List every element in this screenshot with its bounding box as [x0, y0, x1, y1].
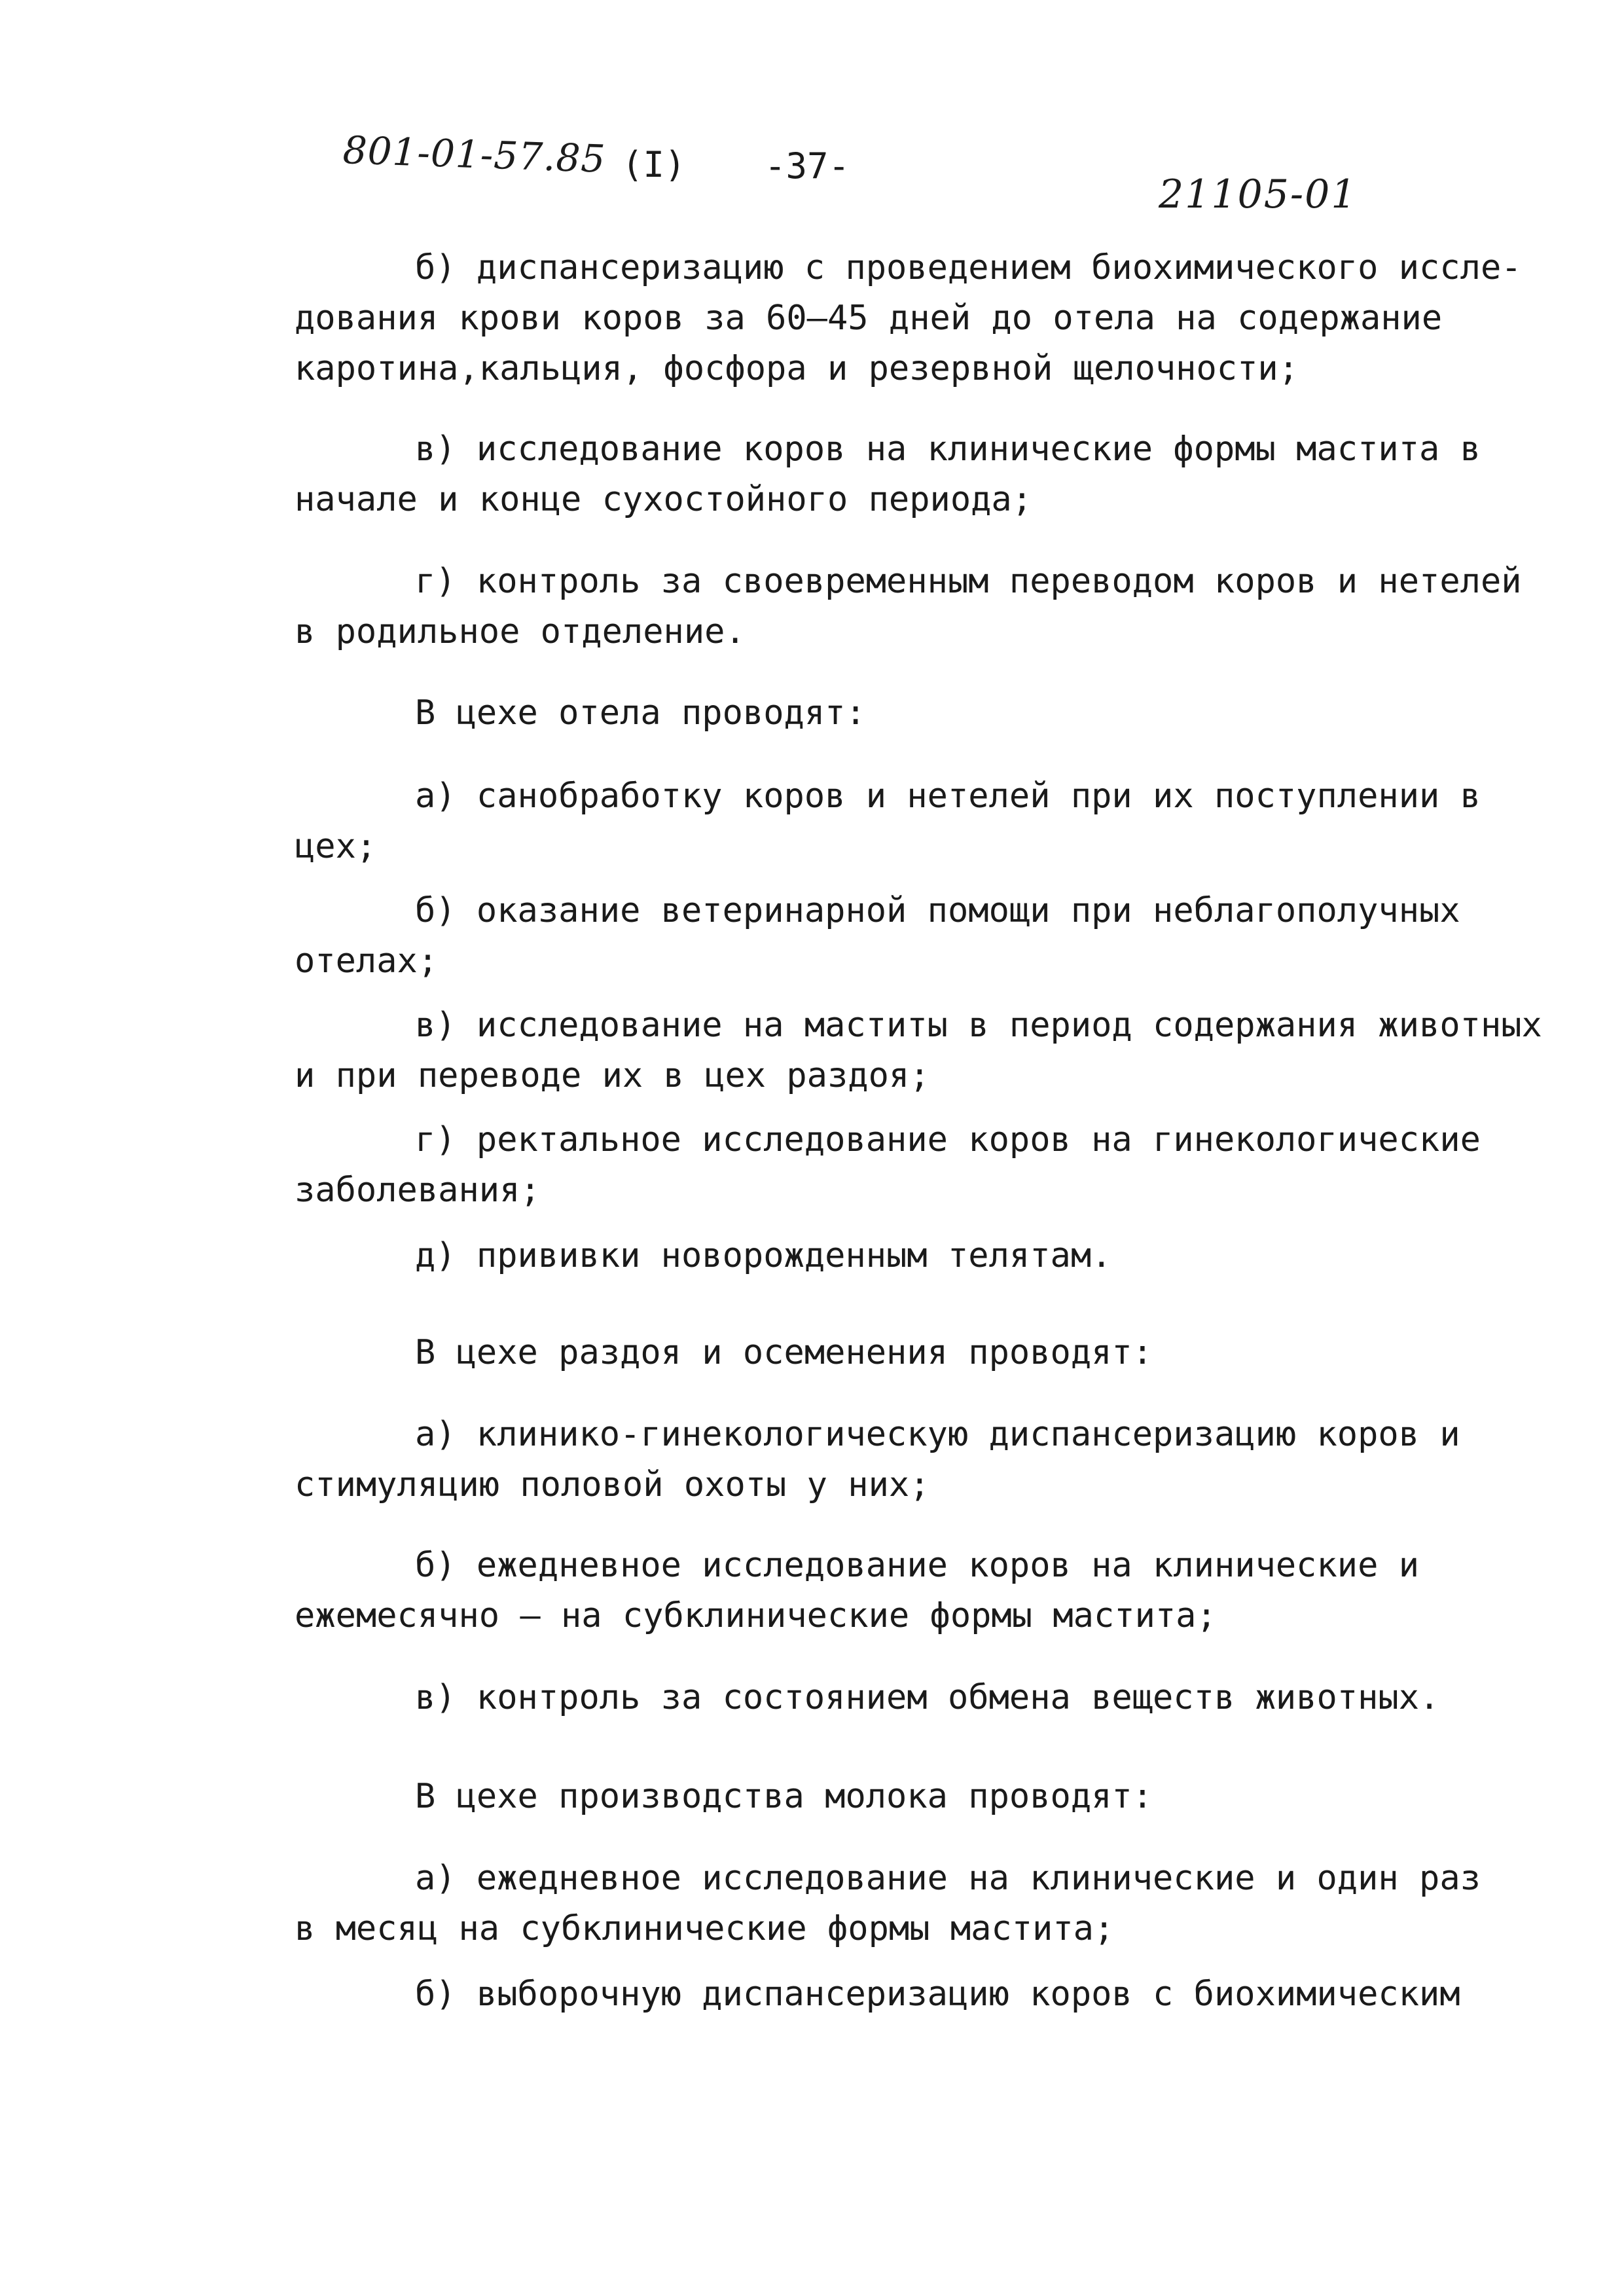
text-line: в родильное отделение. — [295, 612, 746, 651]
text-line: в месяц на субклинические формы мастита; — [295, 1909, 1115, 1948]
text-line: б) оказание ветеринарной помощи при неблагополучных — [415, 891, 1460, 930]
text-line: стимуляцию половой охоты у них; — [295, 1465, 930, 1504]
text-line: заболевания; — [295, 1171, 541, 1210]
text-line: цех; — [295, 827, 377, 866]
text-line: В цехе отела проводят: — [415, 693, 866, 733]
text-line: б) выборочную диспансеризацию коров с биохимическим — [415, 1975, 1460, 2014]
page-number: -37- — [765, 145, 850, 187]
text-line: б) ежедневное исследование коров на клинические и — [415, 1546, 1420, 1585]
text-line: а) клинико-гинекологическую диспансеризацию коров и — [415, 1415, 1460, 1454]
text-line: В цехе производства молока проводят: — [415, 1777, 1153, 1816]
text-line: дования крови коров за 60–45 дней до отела на содержание — [295, 299, 1443, 338]
part-number: (I) — [622, 144, 686, 185]
text-line: г) ректальное исследование коров на гинекологические — [415, 1120, 1481, 1159]
text-line: б) диспансеризацию с проведением биохимического иссле- — [415, 248, 1522, 287]
text-line: д) прививки новорожденным телятам. — [415, 1236, 1112, 1275]
text-line: а) ежедневное исследование на клинические и один раз — [415, 1859, 1481, 1898]
text-line: каротина,кальция, фосфора и резервной щелочности; — [295, 349, 1299, 388]
text-line: и при переводе их в цех раздоя; — [295, 1056, 930, 1095]
document-code-handwritten: 801-01-57.85 — [342, 128, 607, 181]
text-line: начале и конце сухостойного периода; — [295, 480, 1033, 519]
text-line: г) контроль за своевременным переводом коров и нетелей — [415, 562, 1522, 601]
text-line: в) контроль за состоянием обмена веществ животных. — [415, 1678, 1440, 1717]
text-line: ежемесячно – на субклинические формы мастита; — [295, 1596, 1217, 1635]
text-line: отелах; — [295, 941, 439, 981]
text-line: в) исследование на маститы в период содержания животных — [415, 1006, 1542, 1045]
text-line: а) санобработку коров и нетелей при их поступлении в — [415, 776, 1481, 816]
text-line: В цехе раздоя и осеменения проводят: — [415, 1333, 1153, 1372]
archive-number-handwritten: 21105-01 — [1159, 172, 1358, 217]
text-line: в) исследование коров на клинические формы мастита в — [415, 429, 1481, 469]
